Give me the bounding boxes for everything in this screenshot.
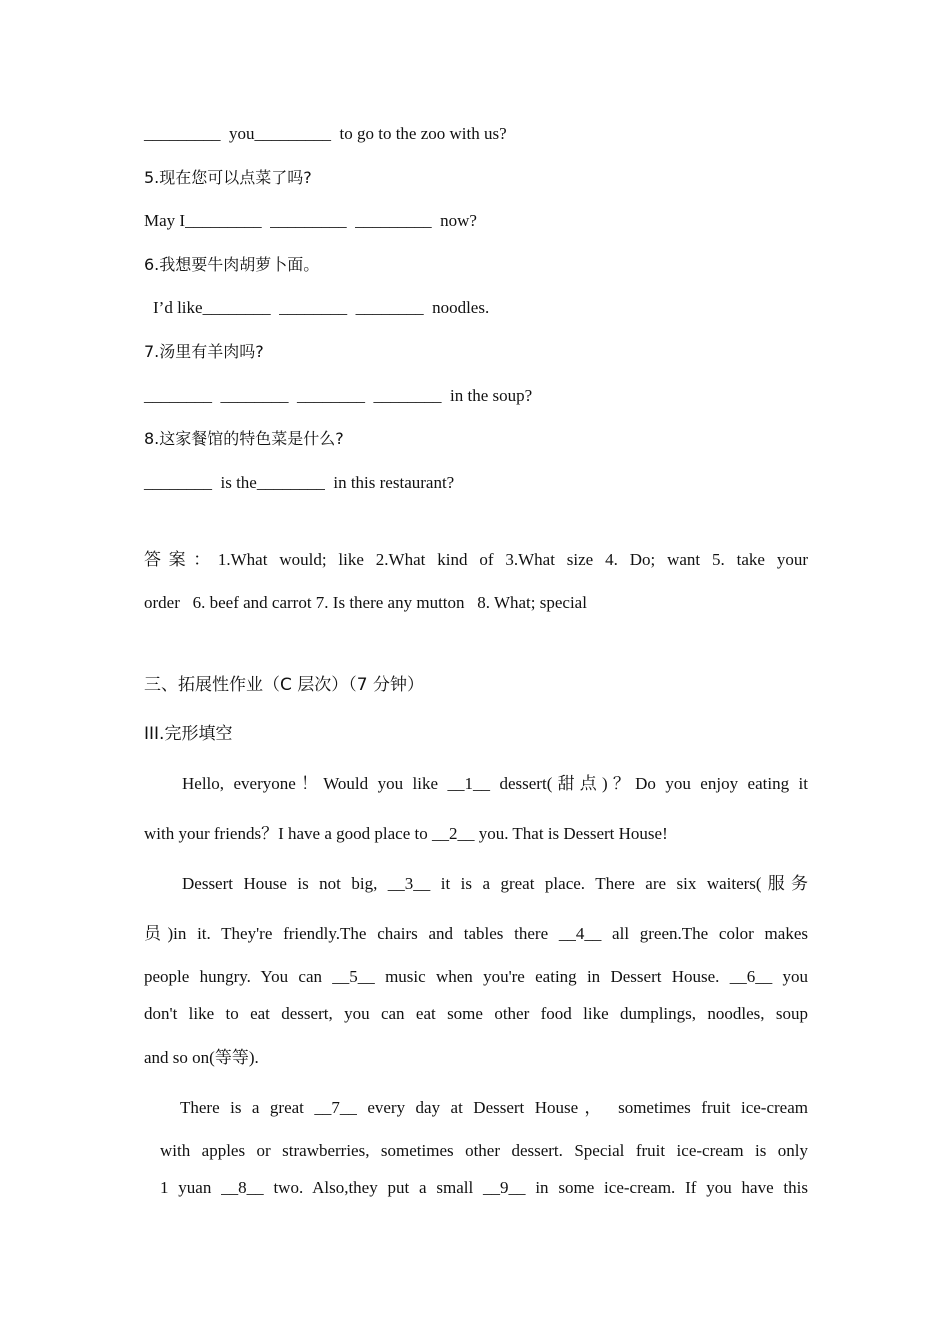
exercise-line-5: May I_________ _________ _________ now?: [144, 211, 477, 230]
passage-p2-line-4: don't like to eat dessert, you can eat some other food like dumplings, noodles, soup: [144, 1004, 808, 1023]
question-6-chinese: 6.我想要牛肉胡萝卜面。: [144, 255, 320, 274]
passage-p2-line-2: 员)in it. They're friendly.The chairs and tables there __4__ all green.The color makes: [144, 924, 808, 943]
section-heading: 三、拓展性作业（C 层次）（7 分钟）: [144, 675, 424, 695]
passage-p2-line-1: Dessert House is not big, __3__ it is a great place. There are six waiters(服务: [182, 874, 808, 893]
exercise-line-4-continued: _________ you_________ to go to the zoo with us?: [144, 124, 507, 143]
passage-p3-line-1: There is a great __7__ every day at Dessert House， sometimes fruit ice-cream: [180, 1098, 808, 1117]
passage-p1-line-1: Hello, everyone！Would you like __1__ dessert(甜点)？Do you enjoy eating it: [182, 774, 808, 793]
passage-p2-line-3: people hungry. You can __5__ music when you're eating in Dessert House. __6__ you: [144, 967, 808, 986]
passage-p1-line-2: with your friends？I have a good place to __2__ you. That is Dessert House!: [144, 824, 668, 843]
question-5-chinese: 5.现在您可以点菜了吗?: [144, 168, 312, 187]
answer-key-line-1: 答案：1.What would; like 2.What kind of 3.What size 4. Do; want 5. take your: [144, 550, 808, 569]
passage-p3-line-2: with apples or strawberries, sometimes other dessert. Special fruit ice-cream is only: [160, 1141, 808, 1160]
section-subheading: III.完形填空: [144, 724, 233, 744]
exercise-line-7: ________ ________ ________ ________ in the soup?: [144, 386, 533, 405]
question-7-chinese: 7.汤里有羊肉吗?: [144, 342, 264, 361]
passage-p3-line-3: 1 yuan __8__ two. Also,they put a small __9__ in some ice-cream. If you have this: [160, 1178, 808, 1197]
exercise-line-8: ________ is the________ in this restaurant?: [144, 473, 455, 492]
passage-p2-line-5: and so on(等等).: [144, 1048, 259, 1067]
answer-key-line-2: order 6. beef and carrot 7. Is there any mutton 8. What; special: [144, 593, 587, 612]
question-8-chinese: 8.这家餐馆的特色菜是什么?: [144, 429, 344, 448]
exercise-line-6: I’d like________ ________ ________ noodles.: [153, 298, 490, 317]
